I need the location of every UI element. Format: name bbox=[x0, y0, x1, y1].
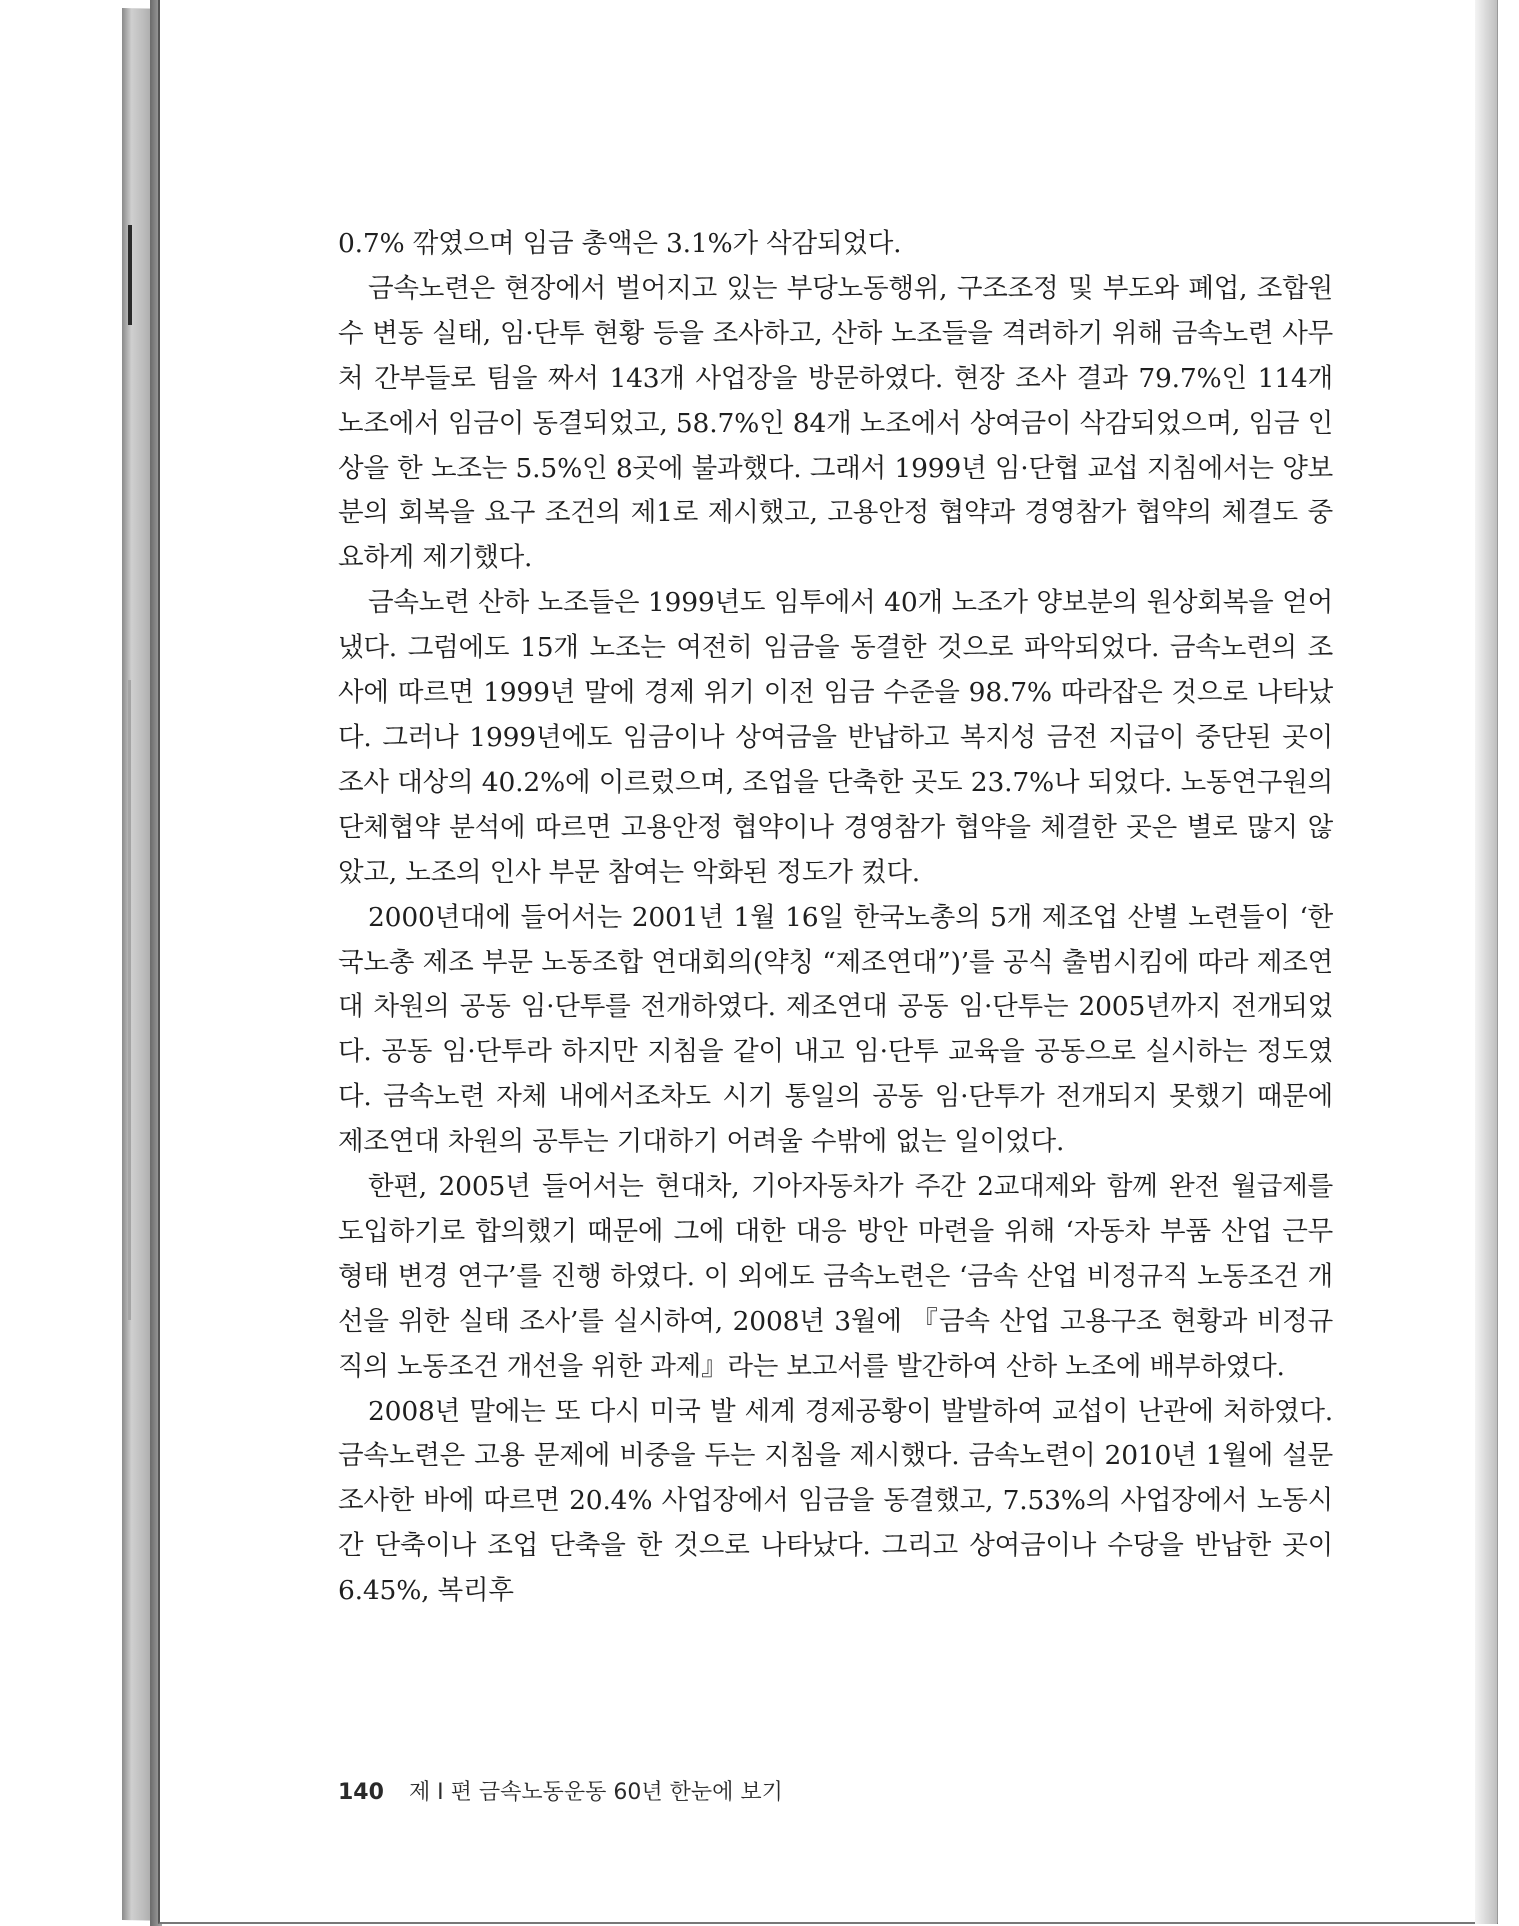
page-curl-shadow bbox=[1475, 0, 1497, 1924]
running-title: 제 I 편 금속노동운동 60년 한눈에 보기 bbox=[408, 1780, 783, 1805]
page-number: 140 bbox=[338, 1780, 384, 1805]
paragraph: 한편, 2005년 들어서는 현대차, 기아자동차가 주간 2교대제와 함께 완전 월급제를 도입하기로 합의했기 때문에 그에 대한 대응 방안 마련을 위해 ‘자동차 부품 산업 근무 형태 변경 연구’를 진행 하였다. 이 외에도 금속노련은 ‘금속 산업 비정규직 노동조건 개선을 위한 실태 조사’를 실시하여, 2008년 3월에 『금속 산업 고용구조 현황과 비정규직의 노동조건 개선을 위한 과제』라는 보고서를 발간하여 산하 노조에 배부하였다. bbox=[338, 1171, 1333, 1382]
paragraph: 금속노련은 현장에서 벌어지고 있는 부당노동행위, 구조조정 및 부도와 폐업, 조합원 수 변동 실태, 임·단투 현황 등을 조사하고, 산하 노조들을 격려하기 위해 금속노련 사무처 간부들로 팀을 짜서 143개 사업장을 방문하였다. 현장 조사 결과 79.7%인 114개 노조에서 임금이 동결되었고, 58.7%인 84개 노조에서 상여금이 삭감되었으며, 임금 인상을 한 노조는 5.5%인 8곳에 불과했다. 그래서 1999년 임·단협 교섭 지침에서는 양보분의 회복을 요구 조건의 제1로 제시했고, 고용안정 협약과 경영참가 협약의 체결도 중요하게 제기했다. bbox=[338, 272, 1333, 574]
paragraph: 0.7% 깎였으며 임금 총액은 3.1%가 삭감되었다. bbox=[338, 228, 902, 259]
spine-mark bbox=[128, 225, 132, 325]
paragraph: 2000년대에 들어서는 2001년 1월 16일 한국노총의 5개 제조업 산별 노련들이 ‘한국노총 제조 부문 노동조합 연대회의(약칭 “제조연대”)’를 공식 출범시킴에 따라 제조연대 차원의 공동 임·단투를 전개하였다. 제조연대 공동 임·단투는 2005년까지 전개되었다. 공동 임·단투라 하지만 지침을 같이 내고 임·단투 교육을 공동으로 실시하는 정도였다. 금속노련 자체 내에서조차도 시기 통일의 공동 임·단투가 전개되지 못했기 때문에 제조연대 차원의 공투는 기대하기 어려울 수밖에 없는 일이었다. bbox=[338, 901, 1333, 1158]
page-footer bbox=[338, 1775, 783, 1806]
paragraph: 2008년 말에는 또 다시 미국 발 세계 경제공황이 발발하여 교섭이 난관에 처하였다. 금속노련은 고용 문제에 비중을 두는 지침을 제시했다. 금속노련이 2010년 1월에 설문 조사한 바에 따르면 20.4% 사업장에서 임금을 동결했고, 7.53%의 사업장에서 노동시간 단축이나 조업 단축을 한 것으로 나타났다. 그리고 상여금이나 수당을 반납한 곳이 6.45%, 복리후 bbox=[338, 1395, 1333, 1607]
spine-shading bbox=[128, 680, 131, 1320]
body-text bbox=[338, 222, 1333, 1614]
paragraph: 금속노련 산하 노조들은 1999년도 임투에서 40개 노조가 양보분의 원상회복을 얻어냈다. 그럼에도 15개 노조는 여전히 임금을 동결한 것으로 파악되었다. 금속노련의 조사에 따르면 1999년 말에 경제 위기 이전 임금 수준을 98.7% 따라잡은 것으로 나타났다. 그러나 1999년에도 임금이나 상여금을 반납하고 복지성 금전 지급이 중단된 곳이 조사 대상의 40.2%에 이르렀으며, 조업을 단축한 곳도 23.7%나 되었다. 노동연구원의 단체협약 분석에 따르면 고용안정 협약이나 경영참가 협약을 체결한 곳은 별로 많지 않았고, 노조의 인사 부문 참여는 악화된 정도가 컸다. bbox=[338, 587, 1334, 888]
